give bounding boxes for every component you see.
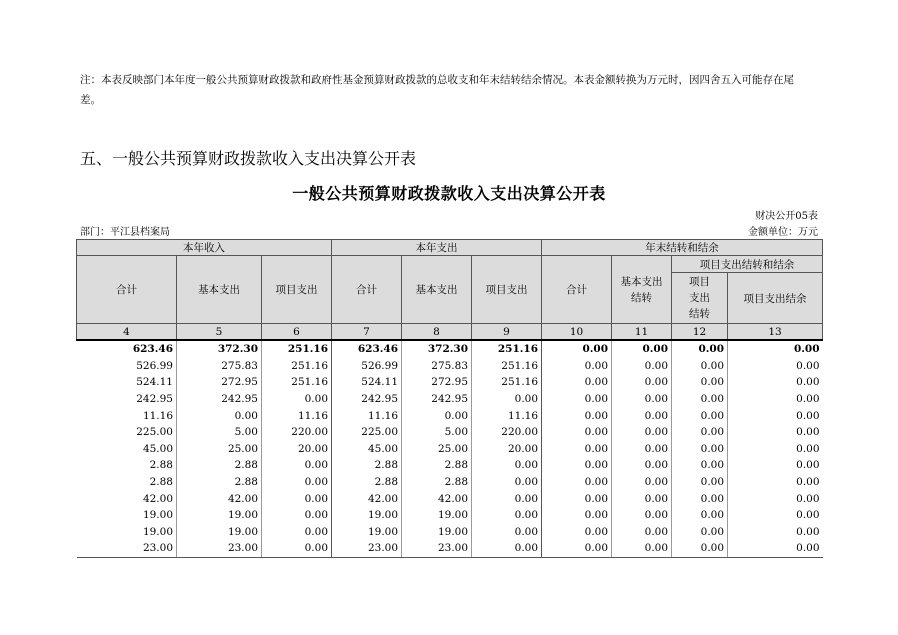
table-cell: 11.16 bbox=[262, 407, 332, 424]
table-cell: 372.30 bbox=[402, 340, 472, 358]
table-cell: 372.30 bbox=[177, 340, 262, 358]
column-number: 9 bbox=[472, 324, 542, 341]
table-cell: 42.00 bbox=[177, 490, 262, 507]
table-cell: 0.00 bbox=[472, 474, 542, 491]
table-cell: 0.00 bbox=[262, 457, 332, 474]
table-cell: 0.00 bbox=[728, 391, 823, 408]
table-cell: 0.00 bbox=[472, 540, 542, 557]
table-title: 一般公共预算财政拨款收入支出决算公开表 bbox=[292, 184, 606, 203]
table-cell: 2.88 bbox=[332, 474, 402, 491]
table-cell: 0.00 bbox=[542, 424, 612, 441]
table-cell: 19.00 bbox=[402, 507, 472, 524]
table-cell: 0.00 bbox=[728, 540, 823, 557]
table-row bbox=[77, 424, 823, 441]
header-income-project: 项目支出 bbox=[262, 256, 332, 324]
table-row bbox=[77, 407, 823, 424]
table-cell: 0.00 bbox=[728, 340, 823, 358]
table-cell: 0.00 bbox=[472, 524, 542, 541]
table-cell: 2.88 bbox=[149, 476, 173, 489]
table-cell: 220.00 bbox=[262, 424, 332, 441]
table-cell: 0.00 bbox=[672, 540, 728, 557]
column-number-row bbox=[77, 324, 823, 341]
table-cell: 0.00 bbox=[542, 540, 612, 557]
table-cell: 19.00 bbox=[332, 524, 402, 541]
table-cell: 0.00 bbox=[612, 358, 672, 375]
section-title: 五、一般公共预算财政拨款收入支出决算公开表 bbox=[80, 149, 417, 168]
header-project-carry bbox=[672, 273, 728, 324]
table-row bbox=[77, 391, 823, 408]
budget-table bbox=[76, 239, 823, 558]
table-cell: 242.95 bbox=[136, 393, 173, 406]
table-cell: 0.00 bbox=[672, 507, 728, 524]
table-cell: 0.00 bbox=[472, 391, 542, 408]
header-project-balance: 项目支出结余 bbox=[728, 273, 823, 324]
table-cell: 42.00 bbox=[402, 490, 472, 507]
table-cell: 0.00 bbox=[542, 358, 612, 375]
header-expense-total: 合计 bbox=[332, 256, 402, 324]
table-cell: 0.00 bbox=[672, 474, 728, 491]
table-cell: 0.00 bbox=[612, 490, 672, 507]
table-cell: 242.95 bbox=[177, 391, 262, 408]
table-cell: 0.00 bbox=[612, 457, 672, 474]
table-cell: 11.16 bbox=[332, 407, 402, 424]
column-number: 5 bbox=[177, 324, 262, 341]
table-cell: 242.95 bbox=[332, 391, 402, 408]
table-cell: 0.00 bbox=[728, 507, 823, 524]
table-cell: 0.00 bbox=[542, 507, 612, 524]
table-cell: 0.00 bbox=[672, 524, 728, 541]
table-cell: 23.00 bbox=[402, 540, 472, 557]
table-cell: 0.00 bbox=[728, 457, 823, 474]
table-cell: 0.00 bbox=[612, 424, 672, 441]
table-cell: 2.88 bbox=[177, 457, 262, 474]
header-expense-group: 本年支出 bbox=[332, 240, 542, 256]
table-cell: 275.83 bbox=[177, 358, 262, 375]
column-number: 6 bbox=[262, 324, 332, 341]
table-cell: 0.00 bbox=[262, 490, 332, 507]
table-code: 财决公开05表 bbox=[755, 211, 818, 222]
table-cell: 45.00 bbox=[142, 442, 173, 455]
table-cell: 0.00 bbox=[612, 474, 672, 491]
table-cell: 524.11 bbox=[136, 376, 173, 389]
table-cell: 272.95 bbox=[177, 374, 262, 391]
header-basic-carry-label: 基本支出结转 bbox=[620, 275, 663, 304]
table-cell: 19.00 bbox=[402, 524, 472, 541]
table-cell: 19.00 bbox=[332, 507, 402, 524]
table-cell: 0.00 bbox=[612, 540, 672, 557]
table-cell: 0.00 bbox=[612, 441, 672, 458]
table-cell: 0.00 bbox=[728, 358, 823, 375]
department-label: 部门：平江县档案局 bbox=[80, 227, 170, 238]
table-cell: 0.00 bbox=[542, 524, 612, 541]
table-cell: 0.00 bbox=[542, 374, 612, 391]
table-cell: 0.00 bbox=[612, 524, 672, 541]
table-cell: 23.00 bbox=[177, 540, 262, 557]
table-cell: 0.00 bbox=[728, 524, 823, 541]
table-cell: 20.00 bbox=[262, 441, 332, 458]
column-number: 8 bbox=[402, 324, 472, 341]
table-cell: 0.00 bbox=[728, 474, 823, 491]
unit-label: 金额单位：万元 bbox=[748, 227, 818, 238]
table-cell: 0.00 bbox=[612, 407, 672, 424]
table-cell: 0.00 bbox=[542, 340, 612, 358]
table-cell: 0.00 bbox=[672, 407, 728, 424]
table-row bbox=[77, 540, 823, 557]
table-cell: 0.00 bbox=[672, 457, 728, 474]
table-cell: 623.46 bbox=[77, 340, 177, 358]
table-cell: 0.00 bbox=[728, 424, 823, 441]
table-cell: 225.00 bbox=[332, 424, 402, 441]
table-cell: 220.00 bbox=[472, 424, 542, 441]
table-cell: 19.00 bbox=[142, 509, 173, 522]
table-cell: 5.00 bbox=[177, 424, 262, 441]
table-cell: 0.00 bbox=[262, 540, 332, 557]
table-cell: 272.95 bbox=[402, 374, 472, 391]
table-cell: 2.88 bbox=[332, 457, 402, 474]
table-cell: 0.00 bbox=[177, 407, 262, 424]
header-carryover-total: 合计 bbox=[542, 256, 612, 324]
table-cell: 0.00 bbox=[672, 441, 728, 458]
table-cell: 0.00 bbox=[612, 391, 672, 408]
table-cell: 0.00 bbox=[472, 457, 542, 474]
table-cell: 0.00 bbox=[262, 474, 332, 491]
table-cell: 623.46 bbox=[332, 340, 402, 358]
table-cell: 0.00 bbox=[542, 490, 612, 507]
table-cell: 42.00 bbox=[142, 492, 173, 505]
table-cell: 0.00 bbox=[728, 490, 823, 507]
column-number: 12 bbox=[672, 324, 728, 341]
table-total-row bbox=[77, 340, 823, 358]
table-cell: 242.95 bbox=[402, 391, 472, 408]
header-expense-basic: 基本支出 bbox=[402, 256, 472, 324]
table-cell: 524.11 bbox=[332, 374, 402, 391]
column-number: 7 bbox=[332, 324, 402, 341]
table-cell: 251.16 bbox=[262, 358, 332, 375]
header-project-carry-label: 项目支出结转 bbox=[689, 276, 711, 320]
table-row bbox=[77, 524, 823, 541]
table-cell: 0.00 bbox=[542, 457, 612, 474]
table-cell: 45.00 bbox=[332, 441, 402, 458]
table-cell: 25.00 bbox=[402, 441, 472, 458]
header-basic-carry bbox=[612, 256, 672, 324]
table-cell: 19.00 bbox=[142, 525, 173, 538]
table-row bbox=[77, 374, 823, 391]
table-cell: 0.00 bbox=[672, 374, 728, 391]
table-cell: 0.00 bbox=[612, 507, 672, 524]
table-row bbox=[77, 507, 823, 524]
table-cell: 0.00 bbox=[612, 374, 672, 391]
table-cell: 0.00 bbox=[612, 340, 672, 358]
table-cell: 251.16 bbox=[262, 340, 332, 358]
header-income-total: 合计 bbox=[77, 256, 177, 324]
table-cell: 0.00 bbox=[672, 340, 728, 358]
table-cell: 0.00 bbox=[402, 407, 472, 424]
header-project-carryover-group: 项目支出结转和结余 bbox=[672, 256, 823, 273]
column-number: 11 bbox=[612, 324, 672, 341]
table-cell: 11.16 bbox=[142, 409, 173, 422]
table-cell: 19.00 bbox=[177, 507, 262, 524]
column-number: 10 bbox=[542, 324, 612, 341]
table-cell: 0.00 bbox=[672, 490, 728, 507]
header-income-basic: 基本支出 bbox=[177, 256, 262, 324]
table-cell: 20.00 bbox=[472, 441, 542, 458]
table-row bbox=[77, 490, 823, 507]
table-cell: 251.16 bbox=[262, 374, 332, 391]
header-income-group: 本年收入 bbox=[77, 240, 332, 256]
table-cell: 0.00 bbox=[728, 407, 823, 424]
table-cell: 251.16 bbox=[472, 340, 542, 358]
table-cell: 275.83 bbox=[402, 358, 472, 375]
table-cell: 0.00 bbox=[472, 507, 542, 524]
table-cell: 2.88 bbox=[402, 457, 472, 474]
table-cell: 0.00 bbox=[672, 391, 728, 408]
header-carryover-group: 年末结转和结余 bbox=[542, 240, 823, 256]
table-cell: 23.00 bbox=[77, 540, 177, 557]
table-cell: 225.00 bbox=[136, 426, 173, 439]
table-note: 注：本表反映部门本年度一般公共预算财政拨款和政府性基金预算财政拨款的总收支和年末结转结余情况。本表金额转换为万元时，因四舍五入可能存在尾差。 bbox=[80, 74, 794, 106]
column-number: 4 bbox=[77, 324, 177, 341]
header-expense-project: 项目支出 bbox=[472, 256, 542, 324]
table-row bbox=[77, 474, 823, 491]
table-cell: 42.00 bbox=[332, 490, 402, 507]
table-row bbox=[77, 457, 823, 474]
table-cell: 0.00 bbox=[728, 441, 823, 458]
table-cell: 25.00 bbox=[177, 441, 262, 458]
table-cell: 0.00 bbox=[672, 358, 728, 375]
table-row bbox=[77, 358, 823, 375]
table-cell: 5.00 bbox=[402, 424, 472, 441]
table-cell: 526.99 bbox=[332, 358, 402, 375]
table-cell: 2.88 bbox=[149, 459, 173, 472]
table-cell: 0.00 bbox=[542, 474, 612, 491]
table-cell: 0.00 bbox=[262, 507, 332, 524]
table-row bbox=[77, 441, 823, 458]
table-cell: 0.00 bbox=[672, 424, 728, 441]
table-cell: 0.00 bbox=[728, 374, 823, 391]
table-cell: 0.00 bbox=[262, 524, 332, 541]
table-cell: 0.00 bbox=[262, 391, 332, 408]
table-cell: 23.00 bbox=[332, 540, 402, 557]
table-cell: 0.00 bbox=[472, 490, 542, 507]
table-cell: 0.00 bbox=[542, 441, 612, 458]
table-cell: 251.16 bbox=[472, 374, 542, 391]
table-cell: 526.99 bbox=[136, 359, 173, 372]
table-cell: 2.88 bbox=[402, 474, 472, 491]
table-cell: 11.16 bbox=[472, 407, 542, 424]
table-cell: 251.16 bbox=[472, 358, 542, 375]
column-number: 13 bbox=[728, 324, 823, 341]
table-cell: 2.88 bbox=[177, 474, 262, 491]
table-cell: 19.00 bbox=[177, 524, 262, 541]
table-cell: 0.00 bbox=[542, 391, 612, 408]
table-cell: 0.00 bbox=[542, 407, 612, 424]
